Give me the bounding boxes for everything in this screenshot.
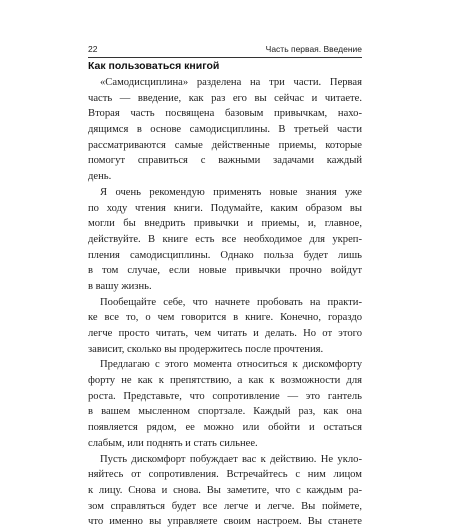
paragraph [88,452,362,530]
text-line: Вторая часть посвящена базовым привычкам, нахо- [88,108,362,120]
text-line: ке все то, о чем говорится в книге. Конечно, гораздо [88,312,362,324]
body-text [88,75,362,530]
text-line: легче просто читать, чем читать и делать. Но от этого [88,328,362,339]
text-line: могли бы внедрить привычки и приемы, и, главное, [88,218,362,230]
text-line: часть — введение, как раз его вы сейчас и читаете. [88,92,362,104]
paragraph [88,295,362,358]
text-line: действуйте. В книге есть все необходимое для укреп- [88,233,362,245]
text-line: к лицу. Снова и снова. Вы заметите, что с каждым ра- [88,484,362,496]
text-line: Предлагаю с этого момента относиться к дискомфорту [100,359,362,371]
text-line: Я очень рекомендую применять новые знания уже [100,186,362,198]
text-line: слабым, или поднять и стать сильнее. [88,437,258,449]
paragraph [88,185,362,295]
text-line: зависит, сколько вы продержитесь после прочтения. [88,343,324,355]
text-line: по ходу чтения книги. Подумайте, каким образом вы [88,202,362,214]
text-line: няйтесь от сопротивления. Встречайтесь с ним лицом [88,469,362,481]
text-line: «Самодисциплина» разделена на три части. Первая [100,77,362,88]
text-line: день. [88,171,112,183]
text-line: форту не как к препятствию, а как к возможности для [88,375,362,387]
text-line: зом справляться будет все легче и легче. Вы поймете, [88,500,362,512]
text-line: помогут справиться с важными задачами каждый [88,155,362,167]
text-line: роста. Представьте, что сопротивление — это гантель [88,390,362,402]
section-title: Как пользоваться книгой [88,60,220,72]
text-line: в вашу жизнь. [88,280,152,292]
chapter-title: Часть первая. Введение [265,44,362,54]
header-divider [88,57,362,58]
text-line: пления самодисциплины. Однако польза будет лишь [88,249,362,261]
page-number: 22 [88,44,98,54]
text-line: Пообещайте себе, что начнете пробовать на практи- [100,296,362,308]
text-line: Пусть дискомфорт побуждает вас к действию. Не укло- [100,453,362,465]
text-line: что именно вы управляете своим настроем. Вы станете [88,516,362,528]
text-line: в вашем мысленном спортзале. Каждый раз, как она [88,406,362,418]
text-line: в том случае, если новые привычки прочно войдут [88,265,362,277]
text-line: рассматриваются самые действенные приемы, которые [88,139,362,151]
paragraph [88,75,362,185]
text-line: появляется рядом, ее можно или обойти и остаться [88,422,362,434]
text-line: дящимся в основе самодисциплины. В третьей части [88,124,362,136]
running-head [88,42,362,56]
paragraph [88,357,362,451]
